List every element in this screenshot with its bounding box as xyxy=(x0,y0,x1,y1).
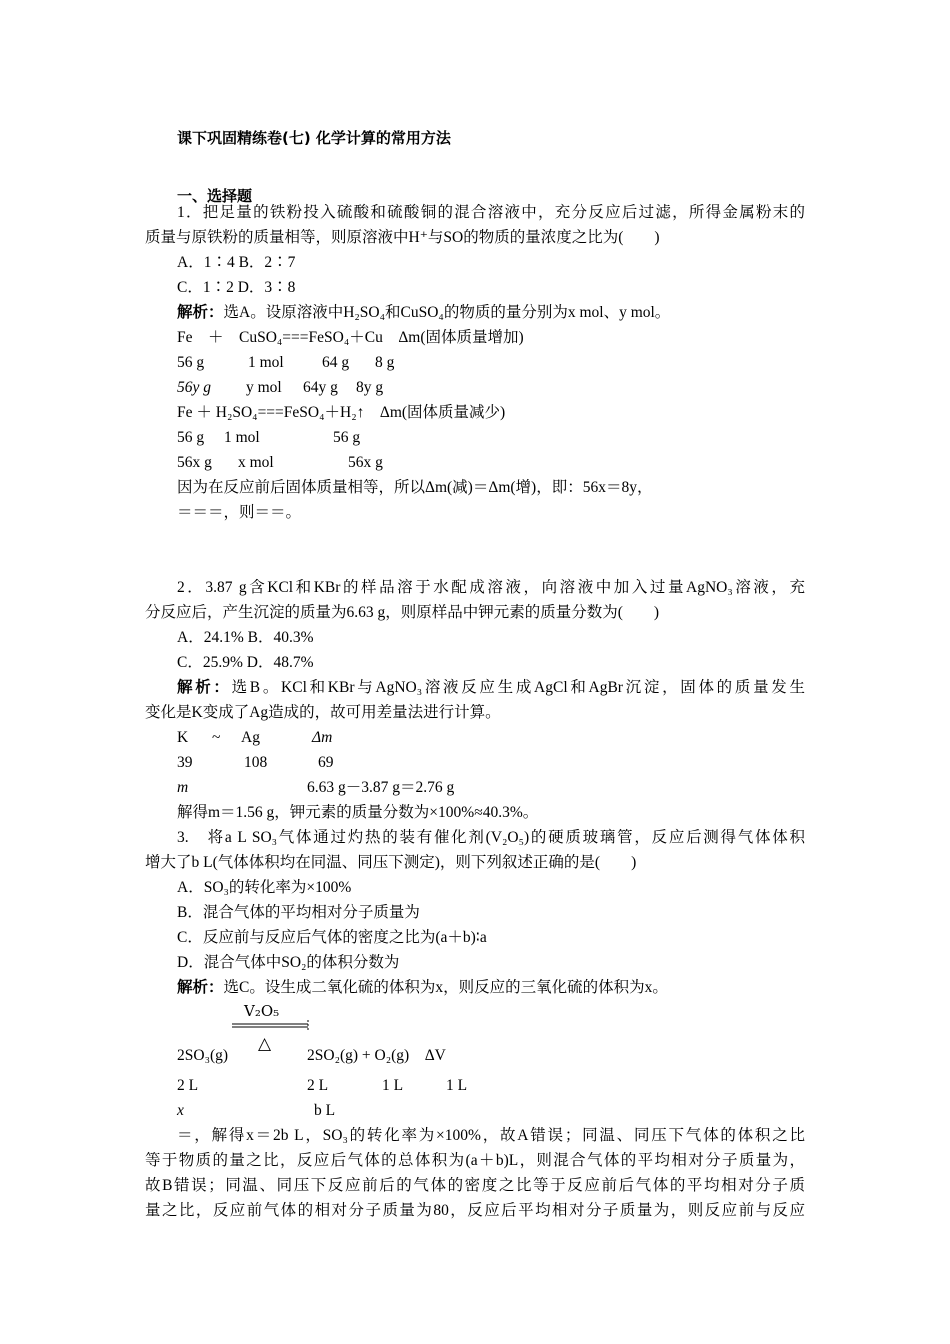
q3-stem-line1: 3. 将a L SO₃气体通过灼热的装有催化剂(V₂O₅)的硬质玻璃管，反应后测得气体体积 xyxy=(177,829,805,846)
q3-vol-cell: 2 L xyxy=(307,1077,329,1094)
equilibrium-arrow-icon xyxy=(232,1002,312,1062)
q3-option-b: B．混合气体的平均相对分子质量为 xyxy=(177,904,420,921)
q1-row2-cell: 8y g xyxy=(356,379,384,396)
q2-m-cell: 6.63 g－3.87 g＝2.76 g xyxy=(307,779,455,796)
q3-paragraph-line4: 量之比，反应前气体的相对分子质量为80，反应后平均相对分子质量为，则反应前与反应 xyxy=(145,1202,805,1219)
q1-equation1: Fe ＋ CuSO₄===FeSO₄＋Cu Δm(固体质量增加) xyxy=(177,329,524,346)
q1-row1-cell: 8 g xyxy=(375,354,395,371)
q2-value-cell: 39 xyxy=(177,754,193,771)
q2-stem-line1: 2．3.87 g含KCl和KBr的样品溶于水配成溶液，向溶液中加入过量AgNO₃溶液，充 xyxy=(177,579,805,596)
q1-row1-cell: 56 g xyxy=(177,354,205,371)
q1-analysis-text: 选A。设原溶液中H₂SO₄和CuSO₄的物质的量分别为x mol、y mol。 xyxy=(223,304,671,321)
q1-stem-line1: 1．把足量的铁粉投入硫酸和硫酸铜的混合溶液中，充分反应后过滤，所得金属粉末的 xyxy=(177,204,805,221)
q2-value-cell: 69 xyxy=(318,754,334,771)
q1-row4-cell: 56x g xyxy=(348,454,383,471)
q1-row3-cell: 56 g xyxy=(177,429,205,446)
q1-row2-cell: y mol xyxy=(246,379,282,396)
q3-option-a: A．SO₃的转化率为×100% xyxy=(177,879,352,896)
q2-m-cell: m xyxy=(177,779,189,796)
q3-x-cell: b L xyxy=(314,1102,336,1119)
q3-reactant: 2SO₃(g) xyxy=(177,1047,229,1064)
q3-option-d: D．混合气体中SO₂的体积分数为 xyxy=(177,954,400,971)
q1-conclusion2: ＝＝＝，则＝＝。 xyxy=(177,504,302,521)
q3-stem-line2: 增大了b L(气体体积均在同温、同压下测定)，则下列叙述正确的是( ) xyxy=(145,854,637,871)
q1-stem-line2: 质量与原铁粉的质量相等，则原溶液中H⁺与SO的物质的量浓度之比为( ) xyxy=(145,229,660,246)
q1-row2-cell: 64y g xyxy=(303,379,338,396)
q1-row3-cell: 1 mol xyxy=(224,429,260,446)
q2-analysis-line2: 变化是K变成了Ag造成的，故可用差量法进行计算。 xyxy=(145,704,501,721)
catalyst-label: V₂O₅ xyxy=(244,1002,280,1020)
analysis-label: 解析： xyxy=(177,979,224,996)
reaction-condition xyxy=(232,1002,312,1062)
q3-x-cell: x xyxy=(177,1102,184,1119)
q1-analysis xyxy=(177,303,670,323)
section-heading: 一、选择题 xyxy=(177,187,253,205)
q1-options-ab: A．1∶4 B．2∶7 xyxy=(177,254,296,271)
q1-row2-cell: 56y g xyxy=(177,379,212,396)
q3-paragraph-line3: 故B错误；同温、同压下反应前后的气体的密度之比等于反应前后气体的平均相对分子质 xyxy=(145,1177,805,1194)
q2-header-cell: K xyxy=(177,729,189,746)
q1-row1-cell: 64 g xyxy=(322,354,350,371)
q3-paragraph-line2: 等于物质的量之比，反应后气体的总体积为(a＋b)L，则混合气体的平均相对分子质量为， xyxy=(145,1152,805,1169)
q1-row4-cell: 56x g xyxy=(177,454,212,471)
q3-option-c: C．反应前与反应后气体的密度之比为(a＋b)∶a xyxy=(177,929,487,946)
q3-paragraph-line1: ＝，解得x＝2b L，SO₃的转化率为×100%，故A错误；同温、同压下气体的体积之比 xyxy=(177,1127,805,1144)
q2-solve: 解得m＝1.56 g，钾元素的质量分数为×100%≈40.3%。 xyxy=(177,804,539,821)
analysis-label: 解析： xyxy=(177,679,232,696)
q2-header-cell: ~ xyxy=(212,729,221,746)
q3-vol-cell: 1 L xyxy=(382,1077,404,1094)
q1-row1-cell: 1 mol xyxy=(248,354,284,371)
q2-analysis-text: 选B。KCl和KBr与AgNO₃溶液反应生成AgCl和AgBr沉淀，固体的质量发生 xyxy=(231,679,805,696)
q2-value-cell: 108 xyxy=(244,754,268,771)
analysis-label: 解析： xyxy=(177,304,224,321)
q2-options-cd: C．25.9% D．48.7% xyxy=(177,654,314,671)
q1-equation2: Fe ＋ H₂SO₄===FeSO₄＋H₂↑ Δm(固体质量减少) xyxy=(177,404,506,421)
q1-row4-cell: x mol xyxy=(238,454,274,471)
q1-conclusion: 因为在反应前后固体质量相等，所以Δm(减)＝Δm(增)，即：56x＝8y， xyxy=(177,479,653,496)
q3-analysis-text: 选C。设生成二氧化硫的体积为x，则反应的三氧化硫的体积为x。 xyxy=(223,979,668,996)
q3-analysis xyxy=(177,978,668,998)
q2-options-ab: A．24.1% B．40.3% xyxy=(177,629,314,646)
q2-analysis xyxy=(177,678,805,698)
page-title: 课下巩固精练卷(七) 化学计算的常用方法 xyxy=(177,129,451,147)
q1-options-cd: C．1∶2 D．3∶8 xyxy=(177,279,296,296)
heat-icon: △ xyxy=(258,1034,272,1053)
q1-row3-cell: 56 g xyxy=(333,429,361,446)
q2-header-cell: Ag xyxy=(241,729,260,746)
q3-products: 2SO₂(g) + O₂(g) ΔV xyxy=(307,1047,446,1064)
q3-vol-cell: 2 L xyxy=(177,1077,199,1094)
q3-vol-cell: 1 L xyxy=(446,1077,468,1094)
q2-header-cell: Δm xyxy=(312,729,333,746)
q2-stem-line2: 分反应后，产生沉淀的质量为6.63 g，则原样品中钾元素的质量分数为( ) xyxy=(145,604,660,621)
